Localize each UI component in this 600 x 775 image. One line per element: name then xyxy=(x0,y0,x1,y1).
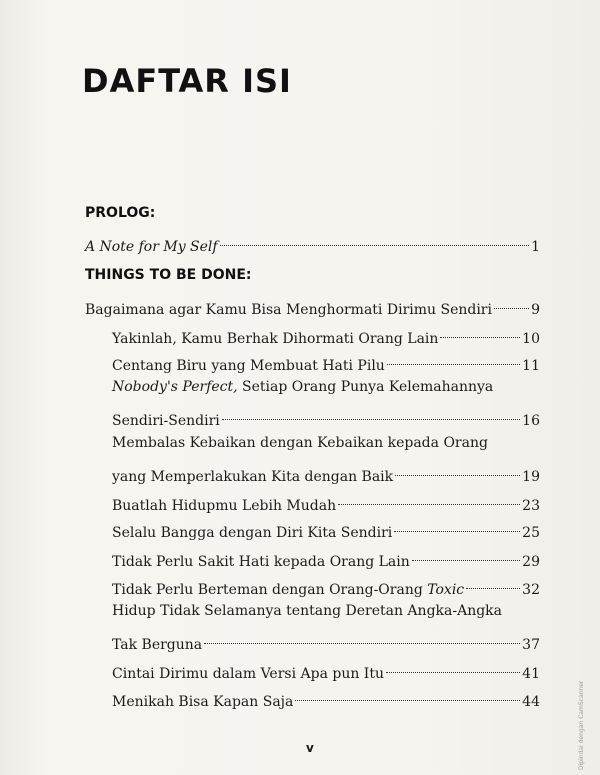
toc-entry xyxy=(112,571,540,598)
page-number: v xyxy=(306,741,314,755)
toc-entry-title: Selalu Bangga dengan Diri Kita Sendiri xyxy=(112,525,393,541)
toc-entry-title: Sendiri-Sendiri xyxy=(112,413,220,429)
dot-leader xyxy=(394,509,520,532)
toc-entry-page: 23 xyxy=(522,498,540,514)
scanner-watermark: Dipindai dengan CamScanner xyxy=(578,680,585,770)
toc-entry-page: 25 xyxy=(522,525,540,541)
toc-entry-title: Yakinlah, Kamu Berhak Dihormati Orang Lain xyxy=(112,331,439,347)
dot-leader xyxy=(494,286,529,309)
toc-entry-page: 29 xyxy=(522,554,540,570)
toc-entry-title: Centang Biru yang Membuat Hati Pilu xyxy=(112,358,385,374)
toc-entry xyxy=(112,626,540,653)
toc-entry-title-italic: Nobody's Perfect, xyxy=(112,379,238,395)
toc-entry xyxy=(112,458,540,485)
toc-entry-title-line: Hidup Tidak Selamanya tentang Deretan Angka-Angka xyxy=(112,603,503,619)
toc-entry-title-line xyxy=(112,376,493,398)
dot-leader xyxy=(222,397,520,420)
toc-entry xyxy=(112,543,540,570)
dot-leader xyxy=(440,315,520,338)
dot-leader xyxy=(295,678,520,701)
dot-leader xyxy=(387,342,520,365)
toc-entry xyxy=(85,291,540,318)
dot-leader xyxy=(412,538,520,561)
toc-entry-title: Bagaimana agar Kamu Bisa Menghormati Dirimu Sendiri xyxy=(85,302,492,318)
dot-leader xyxy=(466,566,520,589)
toc-entry-title xyxy=(112,579,464,601)
dot-leader xyxy=(395,453,520,476)
toc-entry-title: Cintai Dirimu dalam Versi Apa pun Itu xyxy=(112,666,384,682)
dot-leader xyxy=(386,650,520,673)
toc-entry-title: Tak Berguna xyxy=(112,637,203,653)
toc-entry xyxy=(112,683,540,710)
toc-entry-page: 32 xyxy=(522,582,540,598)
toc-entry-title-rest: Setiap Orang Punya Kelemahannya xyxy=(237,379,494,395)
toc-entry-page: 10 xyxy=(522,331,540,347)
toc-entry-title: Buatlah Hidupmu Lebih Mudah xyxy=(112,498,337,514)
toc-entry xyxy=(112,320,540,347)
toc-entry xyxy=(112,347,540,374)
toc-entry xyxy=(85,228,540,255)
toc-entry xyxy=(112,514,540,541)
toc-entry-page: 16 xyxy=(522,413,540,429)
toc-entry-page: 1 xyxy=(531,239,540,255)
toc-entry-title: Menikah Bisa Kapan Saja xyxy=(112,694,294,710)
toc-entry-page: 11 xyxy=(522,358,540,374)
toc-entry xyxy=(112,655,540,682)
toc-entry-title: yang Memperlakukan Kita dengan Baik xyxy=(112,469,394,485)
toc-entry xyxy=(112,487,540,514)
section-heading-prolog: PROLOG: xyxy=(85,205,156,221)
dot-leader xyxy=(220,223,529,246)
toc-entry-title: A Note for My Self xyxy=(85,239,218,255)
toc-entry-title-text: Tidak Perlu Berteman dengan Orang-Orang xyxy=(112,582,428,598)
toc-entry-title-italic: Toxic xyxy=(427,582,465,598)
page-title: DAFTAR ISI xyxy=(82,62,292,100)
section-heading-things-to-be-done: THINGS TO BE DONE: xyxy=(85,267,252,283)
toc-entry-page: 41 xyxy=(522,666,540,682)
toc-entry-page: 9 xyxy=(531,302,540,318)
dot-leader xyxy=(204,621,520,644)
toc-entry xyxy=(112,402,540,429)
toc-entry-page: 44 xyxy=(522,694,540,710)
toc-entry-title: Tidak Perlu Sakit Hati kepada Orang Lain xyxy=(112,554,410,570)
toc-entry-page: 37 xyxy=(522,637,540,653)
toc-entry-title-line: Membalas Kebaikan dengan Kebaikan kepada Orang xyxy=(112,435,488,451)
dot-leader xyxy=(338,482,520,505)
toc-entry-page: 19 xyxy=(522,469,540,485)
